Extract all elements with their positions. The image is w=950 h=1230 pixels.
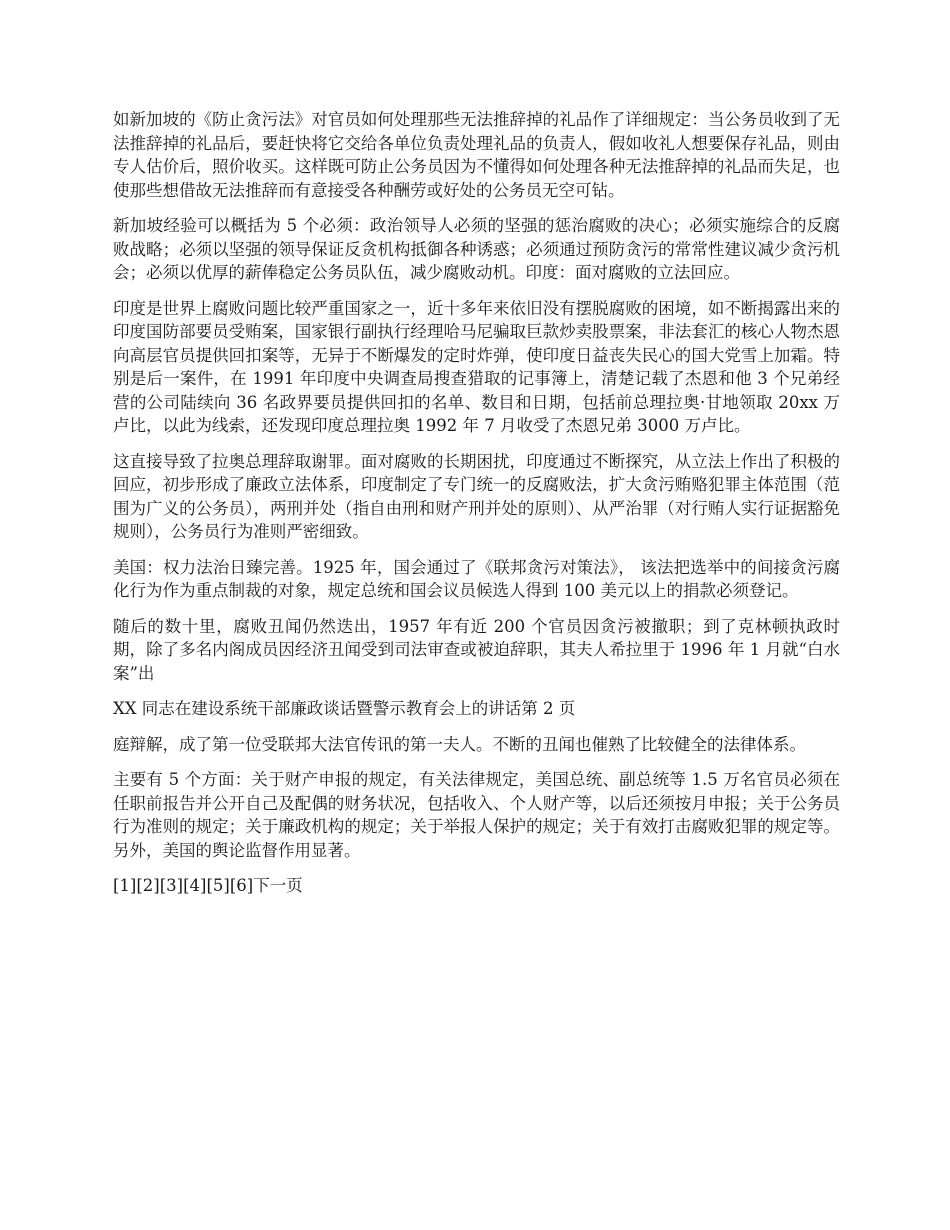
paragraph-usa-aspects: 主要有 5 个方面：关于财产申报的规定，有关法律规定，美国总统、副总统等 1.5 万名官员必须在任职前报告并公开自己及配偶的财务状况，包括收入、个人财产等，以后还须按月申报；关于公务员行为准则的规定；关于廉政机构的规定；关于举报人保护的规定；关于有效打击腐败犯罪的规定等。另外，美国的舆论监督作用显著。 (113, 770, 840, 860)
page-link-5[interactable]: [5] (206, 876, 230, 895)
paragraph-usa-law: 美国：权力法治日臻完善。1925 年，国会通过了《联邦贪污对策法》， 该法把选举中的间接贪污腐化行为作为重点制裁的对象，规定总统和国会议员候选人得到 100 美元以上的捐款必须登记。 (113, 557, 840, 600)
paragraph-india-legislation: 这直接导致了拉奥总理辞取谢罪。面对腐败的长期困扰，印度通过不断探究，从立法上作出了积极的回应，初步形成了廉政立法体系，印度制定了专门统一的反腐败法，扩大贪污贿赂犯罪主体范围（范围为广义的公务员），两刑并处（指自由刑和财产刑并处的原则）、从严治罪（对行贿人实行证据豁免规则），公务员行为准则严密细致。 (113, 451, 840, 541)
document-body (113, 108, 840, 910)
page-link-1[interactable]: [1] (113, 876, 137, 895)
page-link-3[interactable]: [3] (159, 876, 184, 895)
paragraph-usa-scandals: 随后的数十里，腐败丑闻仍然迭出，1957 年有近 200 个官员因贪污被撤职；到了克林顿执政时期，除了多名内阁成员因经济丑闻受到司法审查或被迫辞职，其夫人希拉里于 1996 年 1 月就“白水案”出 (113, 616, 840, 683)
paragraph-first-lady: 庭辩解，成了第一位受联邦大法官传讯的第一夫人。不断的丑闻也催熟了比较健全的法律体系。 (113, 734, 806, 754)
page-link-2[interactable]: [2] (136, 876, 160, 895)
page-link-4[interactable]: [4] (183, 876, 207, 895)
next-page-link[interactable]: 下一页 (253, 876, 303, 895)
page-link-6[interactable]: [6] (229, 876, 254, 895)
page-heading: XX 同志在建设系统干部廉政谈话暨警示教育会上的讲话第 2 页 (113, 699, 576, 718)
paragraph-singapore-summary: 新加坡经验可以概括为 5 个必须：政治领导人必须的坚强的惩治腐败的决心；必须实施综合的反腐败战略；必须以坚强的领导保证反贪机构抵御各种诱惑；必须通过预防贪污的常常性建议减少贪污机会；必须以优厚的薪俸稳定公务员队伍，减少腐败动机。印度：面对腐败的立法回应。 (113, 216, 840, 282)
paragraph-singapore-gifts: 如新加坡的《防止贪污法》对官员如何处理那些无法推辞掉的礼品作了详细规定：当公务员收到了无法推辞掉的礼品后，要赶快将它交给各单位负责处理礼品的负责人，假如收礼人想要保存礼品，则由专人估价后，照价收买。这样既可防止公务员因为不懂得如何处理各种无法推辞掉的礼品而失足，也使那些想借故无法推辞而有意接受各种酬劳或好处的公务员无空可钻。 (113, 110, 840, 200)
paragraph-india-corruption: 印度是世界上腐败问题比较严重国家之一，近十多年来依旧没有摆脱腐败的困境，如不断揭露出来的印度国防部要员受贿案，国家银行副执行经理哈马尼骗取巨款炒卖股票案，非法套汇的核心人物杰恩向高层官员提供回扣案等，无异于不断爆发的定时炸弹，使印度日益丧失民心的国大党雪上加霜。特别是后一案件，在 1991 年印度中央调查局搜查猎取的记事簿上，清楚记载了杰恩和他 3 个兄弟经营的公司陆续向 36 名政界要员提供回扣的名单、数目和日期，包括前总理拉奥·甘地领取 20xx 万卢比，以此为线索，还发现印度总理拉奥 1992 年 7 月收受了杰恩兄弟 3000 万卢比。 (113, 298, 840, 435)
pagination (113, 874, 840, 898)
